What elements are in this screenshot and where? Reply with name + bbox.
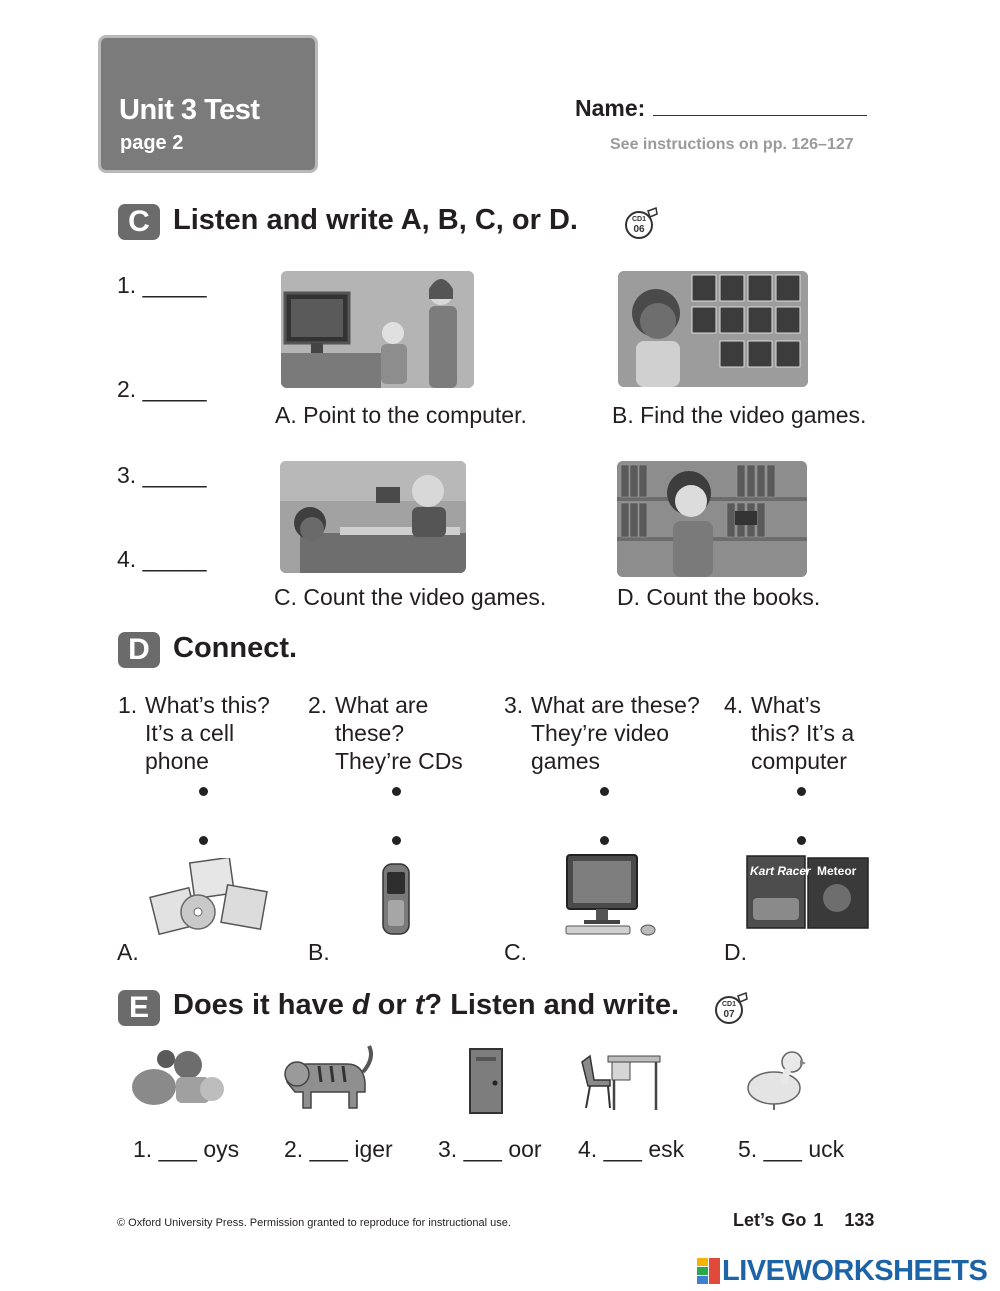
cd-track: 07 [723,1009,735,1020]
connect-dot-question-2[interactable] [392,787,401,796]
word-item-4: 4. ___ esk [578,1136,685,1162]
section-e-title: Does it have d or t? Listen and write. [173,989,680,1021]
tiger-icon [279,1044,375,1116]
page-number: 133 [844,1210,875,1230]
picture-a-computer [281,271,474,388]
question-text: What’s this? It’s a computer [751,692,855,774]
liveworksheets-brand[interactable]: LIVEWORKSHEETS [722,1255,988,1287]
connect-dot-choice-c[interactable] [600,836,609,845]
option-b-caption: B. Find the video games. [612,402,867,428]
connect-dot-choice-d[interactable] [797,836,806,845]
cd-label: CD1 [631,216,647,223]
name-input-line[interactable] [653,95,867,116]
option-d-caption: D. Count the books. [617,584,821,610]
door-icon [468,1047,504,1115]
blank-input[interactable]: ___ [309,1136,348,1162]
picture-d-bookshelf [617,461,807,577]
blank-input[interactable]: ___ [158,1136,197,1162]
game-title-2: Meteor [817,864,857,878]
connect-dot-question-3[interactable] [600,787,609,796]
question-text: What’s this? It’s a cell phone [145,692,270,774]
question-text: What are these? They’re video games [531,692,700,774]
cell-phone-icon [381,862,411,936]
question-number: 1. [118,692,138,718]
section-d-badge: D [118,632,160,668]
unit-title: Unit 3 Test [119,94,260,126]
cd-audio-icon [624,205,660,241]
section-d-title: Connect. [173,632,298,664]
instructions-note: See instructions on pp. 126–127 [610,136,854,153]
name-field [575,95,867,122]
choice-letter-d: D. [724,939,747,965]
word-item-2: 2. ___ iger [284,1136,393,1162]
picture-c-store-counter [280,461,466,573]
word-item-1: 1. ___ oys [133,1136,240,1162]
question-text: What are these? They’re CDs [335,692,463,774]
game-title-1: Kart Racer [750,864,811,878]
liveworksheets-logo-icon [697,1258,721,1284]
toys-icon [128,1045,230,1111]
blank-input[interactable]: ___ [463,1136,502,1162]
choice-letter-a: A. [117,939,139,965]
connect-dot-choice-a[interactable] [199,836,208,845]
cd-track: 06 [633,224,645,235]
name-label: Name: [575,95,646,121]
unit-header-box [98,35,318,173]
answer-line-3[interactable]: 3. _____ [117,462,207,488]
choice-letter-c: C. [504,939,527,965]
connect-dot-choice-b[interactable] [392,836,401,845]
answer-line-1[interactable]: 1. _____ [117,272,207,298]
cds-icon [148,858,274,936]
connect-dot-question-1[interactable] [199,787,208,796]
option-a-caption: A. Point to the computer. [275,402,527,428]
question-number: 4. [724,692,744,718]
question-number: 3. [504,692,524,718]
desk-icon [578,1050,664,1112]
section-c-badge: C [118,204,160,240]
cd-audio-icon [714,990,750,1026]
word-item-3: 3. ___ oor [438,1136,542,1162]
question-number: 2. [308,692,328,718]
option-c-caption: C. Count the video games. [274,584,547,610]
answer-line-2[interactable]: 2. _____ [117,376,207,402]
book-page-ref [733,1210,874,1231]
unit-page: page 2 [120,132,184,154]
video-games-icon [745,854,871,930]
answer-line-4[interactable]: 4. _____ [117,546,207,572]
picture-b-video-games [618,271,808,387]
computer-icon [564,852,658,938]
section-e-badge: E [118,990,160,1026]
duck-icon [744,1046,806,1112]
blank-input[interactable]: ___ [603,1136,642,1162]
connect-dot-question-4[interactable] [797,787,806,796]
book-title: Let’s Go 1 [733,1210,824,1230]
choice-letter-b: B. [308,939,330,965]
copyright-notice: © Oxford University Press. Permission granted to reproduce for instructional use. [117,1217,511,1229]
section-c-title: Listen and write A, B, C, or D. [173,204,578,236]
cd-label: CD1 [721,1001,737,1008]
word-item-5: 5. ___ uck [738,1136,845,1162]
blank-input[interactable]: ___ [763,1136,802,1162]
